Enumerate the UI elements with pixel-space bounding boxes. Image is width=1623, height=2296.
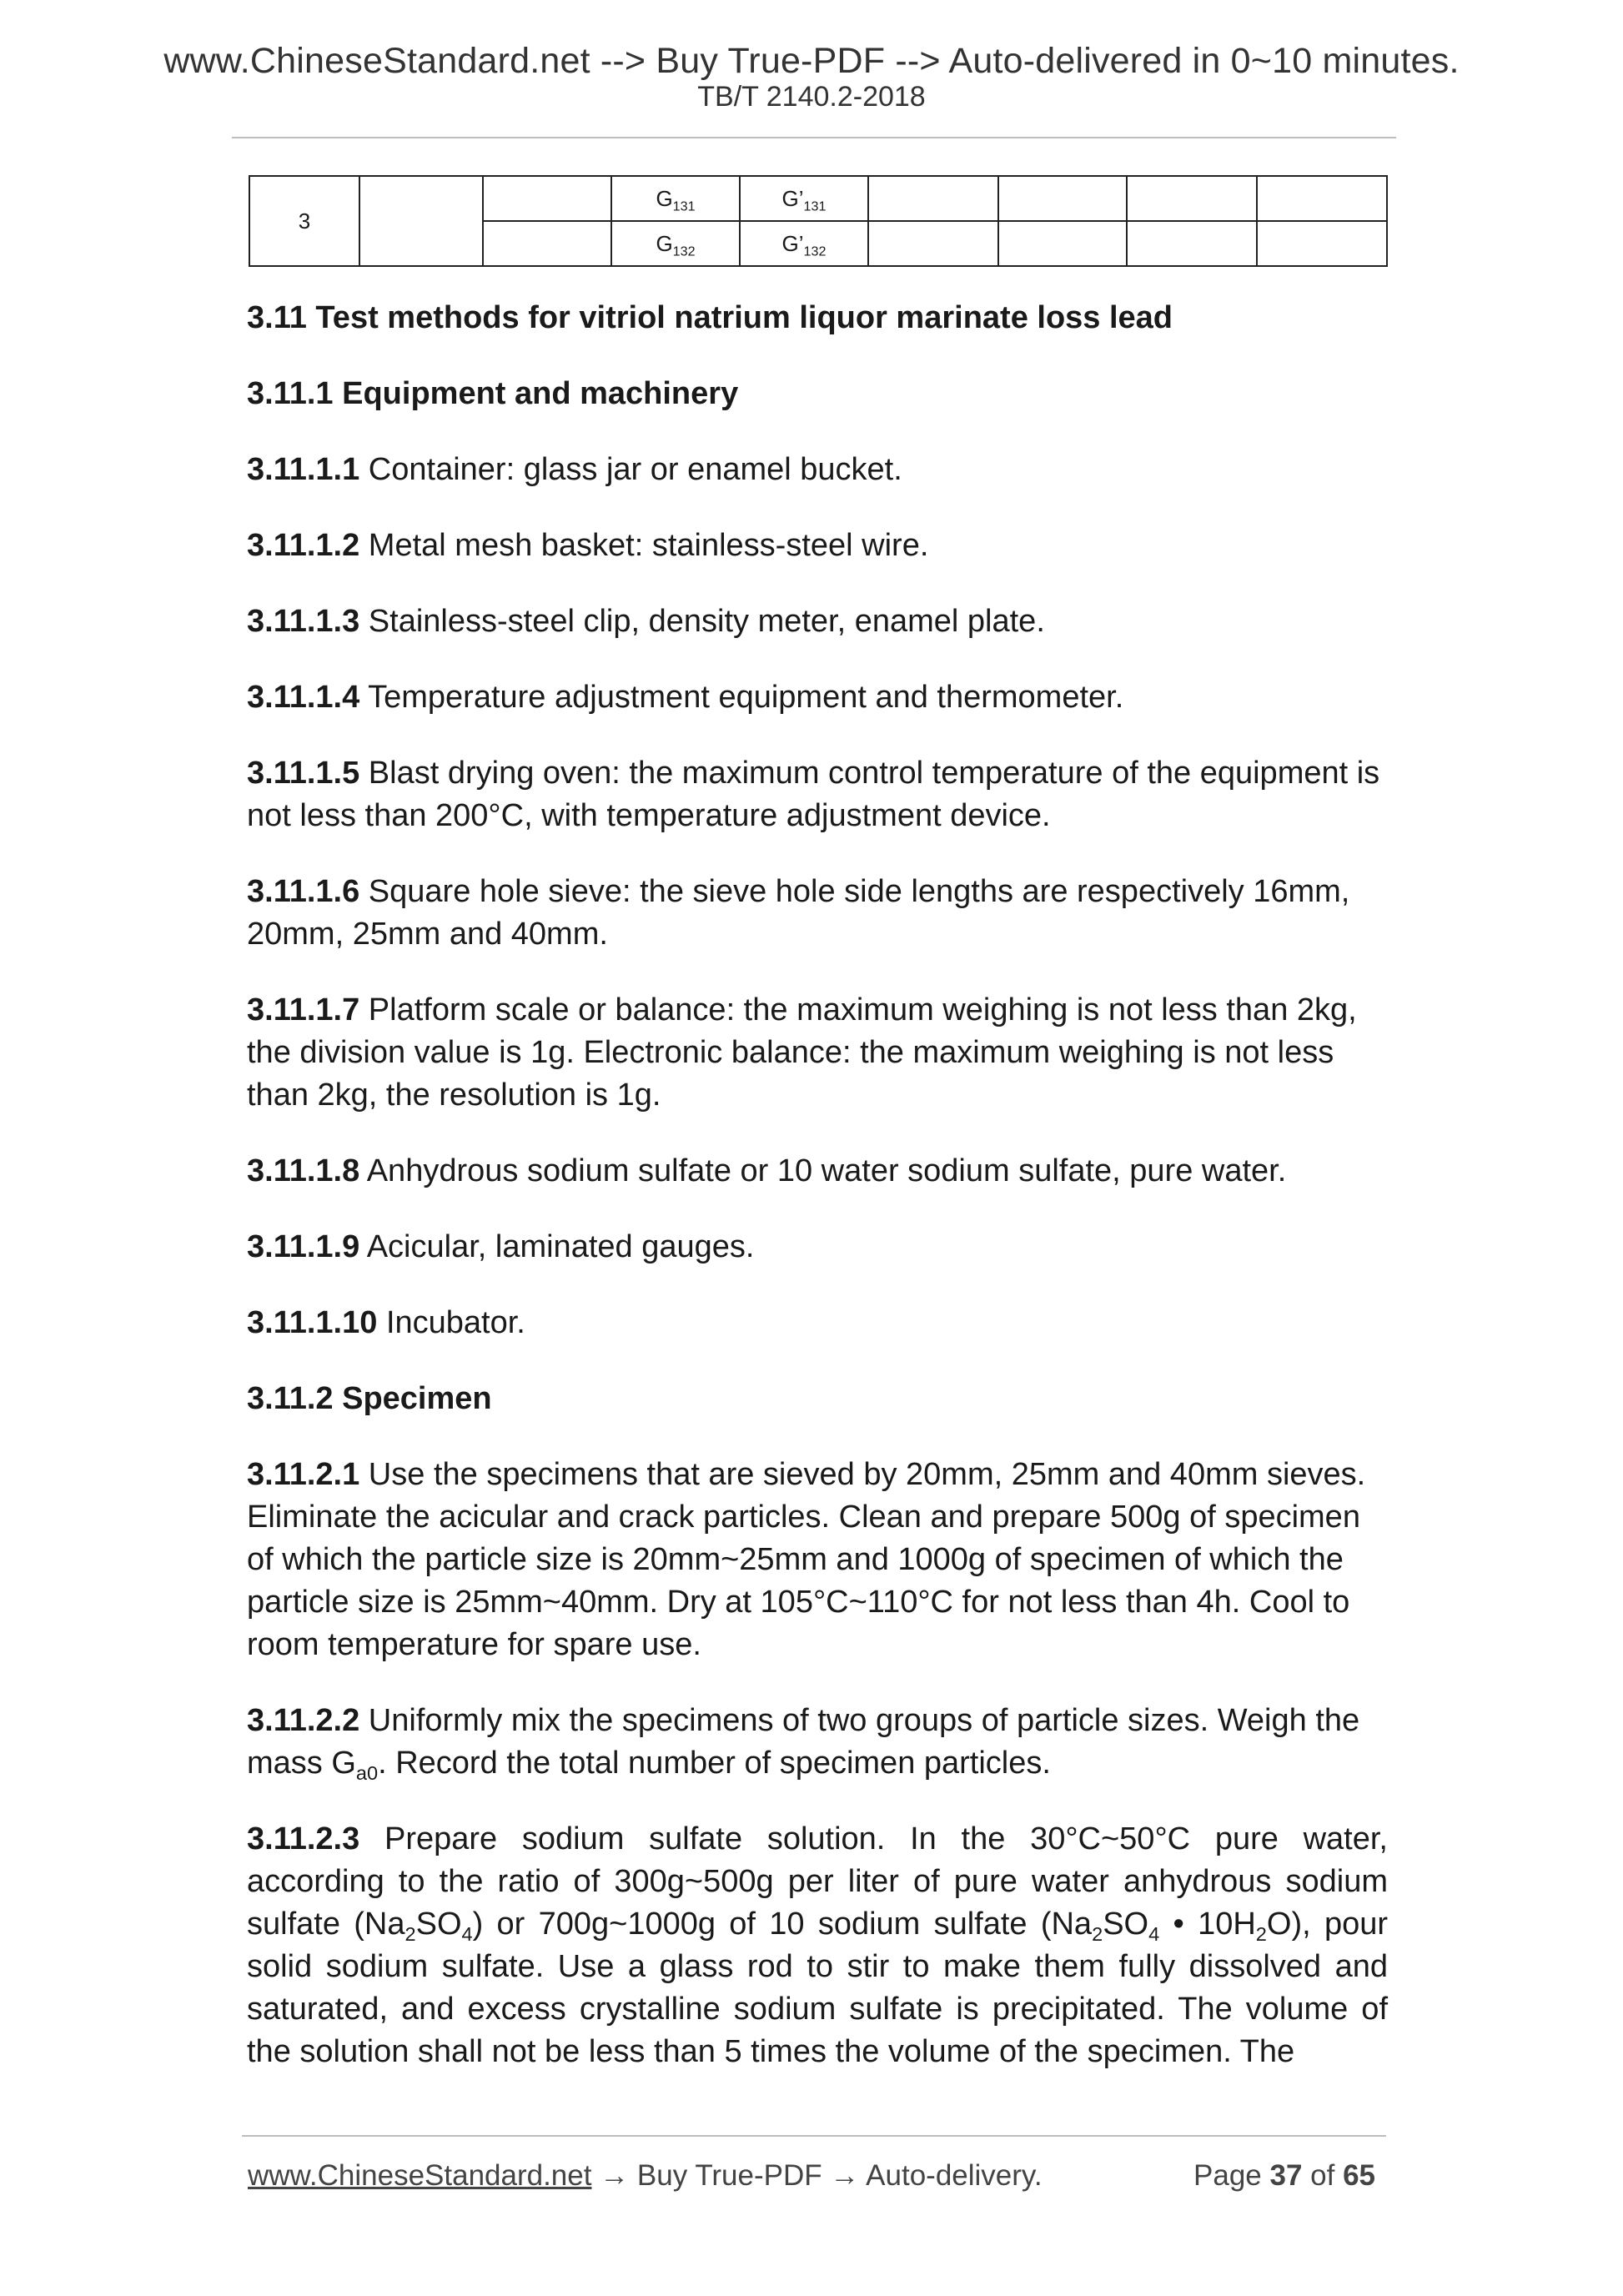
list-item: 3.11.1.5 Blast drying oven: the maximum control temperature of the equipment is not less than 200°C, with temperature adjustment device. bbox=[247, 756, 1380, 833]
table-cell-g132: $G_{132}$ bbox=[611, 221, 740, 266]
table-cell-empty bbox=[868, 221, 998, 266]
list-item: 3.11.1.2 Metal mesh basket: stainless-steel wire. bbox=[247, 528, 929, 563]
footer-left bbox=[248, 2158, 1043, 2193]
paragraph-specimen-prep: 3.11.2.1 Use the specimens that are sieved by 20mm, 25mm and 40mm sieves. Eliminate the acicular and crack particles. Clean and prepare 500g of specimen of which the particle size is 20mm~25mm and 1000g of specimen of which the particle size is 25mm~40mm. Dry at 105°C~110°C for not less than 4h. Cool to room temperature for spare use. bbox=[247, 1457, 1366, 1662]
table-cell-empty bbox=[359, 176, 483, 266]
section-title: 3.11 Test methods for vitriol natrium liquor marinate loss lead bbox=[247, 300, 1173, 335]
list-item: 3.11.1.6 Square hole sieve: the sieve hole side lengths are respectively 16mm, 20mm, 25mm and 40mm. bbox=[247, 874, 1350, 952]
paragraph-specimen-mix: 3.11.2.2 Uniformly mix the specimens of two groups of particle sizes. Weigh the mass $G_{a0}$. Record the total number of specimen particles. bbox=[247, 1703, 1360, 1785]
paragraph-sodium-sulfate: 3.11.2.3 Prepare sodium sulfate solution. In the 30°C~50°C pure water, according to the ratio of 300g~500g per liter of pure water anhydrous sodium sulfate $(Na_2SO_4)$ or 700g~1000g of 10 sodium sulfate ($Na_2SO_4$ • $10H_2O$), pour solid sodium sulfate. Use a glass rod to stir to make them fully dissolved and saturated, and excess crystalline sodium sulfate is precipitated. The volume of the solution shall not be less than 5 times the volume of the specimen. The bbox=[247, 1821, 1388, 2069]
header-divider bbox=[232, 137, 1396, 138]
subsection-title-specimen: 3.11.2 Specimen bbox=[247, 1381, 492, 1416]
table-cell-empty bbox=[998, 176, 1127, 221]
list-item: 3.11.1.9 Acicular, laminated gauges. bbox=[247, 1229, 755, 1264]
page-footer bbox=[248, 2158, 1375, 2193]
table-cell-empty bbox=[868, 176, 998, 221]
table-cell-row-label: 3 bbox=[249, 176, 359, 266]
page-counter: Page 37 of 65 bbox=[1193, 2159, 1375, 2192]
table-cell-empty bbox=[1257, 176, 1387, 221]
table-cell-gprime131: $G’_{131}$ bbox=[740, 176, 868, 221]
document-code: TB/T 2140.2-2018 bbox=[697, 81, 926, 113]
table-cell-empty bbox=[1127, 221, 1257, 266]
results-table bbox=[249, 175, 1388, 267]
subsection-title-equipment: 3.11.1 Equipment and machinery bbox=[247, 376, 739, 411]
footer-site-link[interactable]: www.ChineseStandard.net bbox=[248, 2159, 592, 2192]
table-cell-empty bbox=[1257, 221, 1387, 266]
table-cell-g131: $G_{131}$ bbox=[611, 176, 740, 221]
current-page: 37 bbox=[1269, 2159, 1303, 2192]
list-item: 3.11.1.3 Stainless-steel clip, density meter, enamel plate. bbox=[247, 604, 1045, 639]
list-item: 3.11.1.10 Incubator. bbox=[247, 1305, 525, 1340]
footer-tagline: → Buy True-PDF → Auto-delivery. bbox=[591, 2159, 1043, 2192]
table-cell-empty bbox=[998, 221, 1127, 266]
footer-divider bbox=[242, 2135, 1386, 2137]
list-item: 3.11.1.7 Platform scale or balance: the maximum weighing is not less than 2kg, the division value is 1g. Electronic balance: the maximum weighing is not less than 2kg, the resolution is 1g. bbox=[247, 992, 1357, 1113]
site-banner: www.ChineseStandard.net --> Buy True-PDF --> Auto-delivered in 0~10 minutes. bbox=[163, 41, 1460, 81]
total-pages: 65 bbox=[1343, 2159, 1375, 2192]
page-body bbox=[247, 297, 1388, 2107]
table-cell-empty bbox=[1127, 176, 1257, 221]
list-item: 3.11.1.8 Anhydrous sodium sulfate or 10 water sodium sulfate, pure water. bbox=[247, 1153, 1287, 1188]
table-cell-gprime132: $G’_{132}$ bbox=[740, 221, 868, 266]
table-cell-empty bbox=[483, 176, 611, 221]
list-item: 3.11.1.1 Container: glass jar or enamel bucket. bbox=[247, 452, 902, 487]
table-cell-empty bbox=[483, 221, 611, 266]
list-item: 3.11.1.4 Temperature adjustment equipment and thermometer. bbox=[247, 680, 1124, 715]
table-row bbox=[249, 176, 1387, 221]
